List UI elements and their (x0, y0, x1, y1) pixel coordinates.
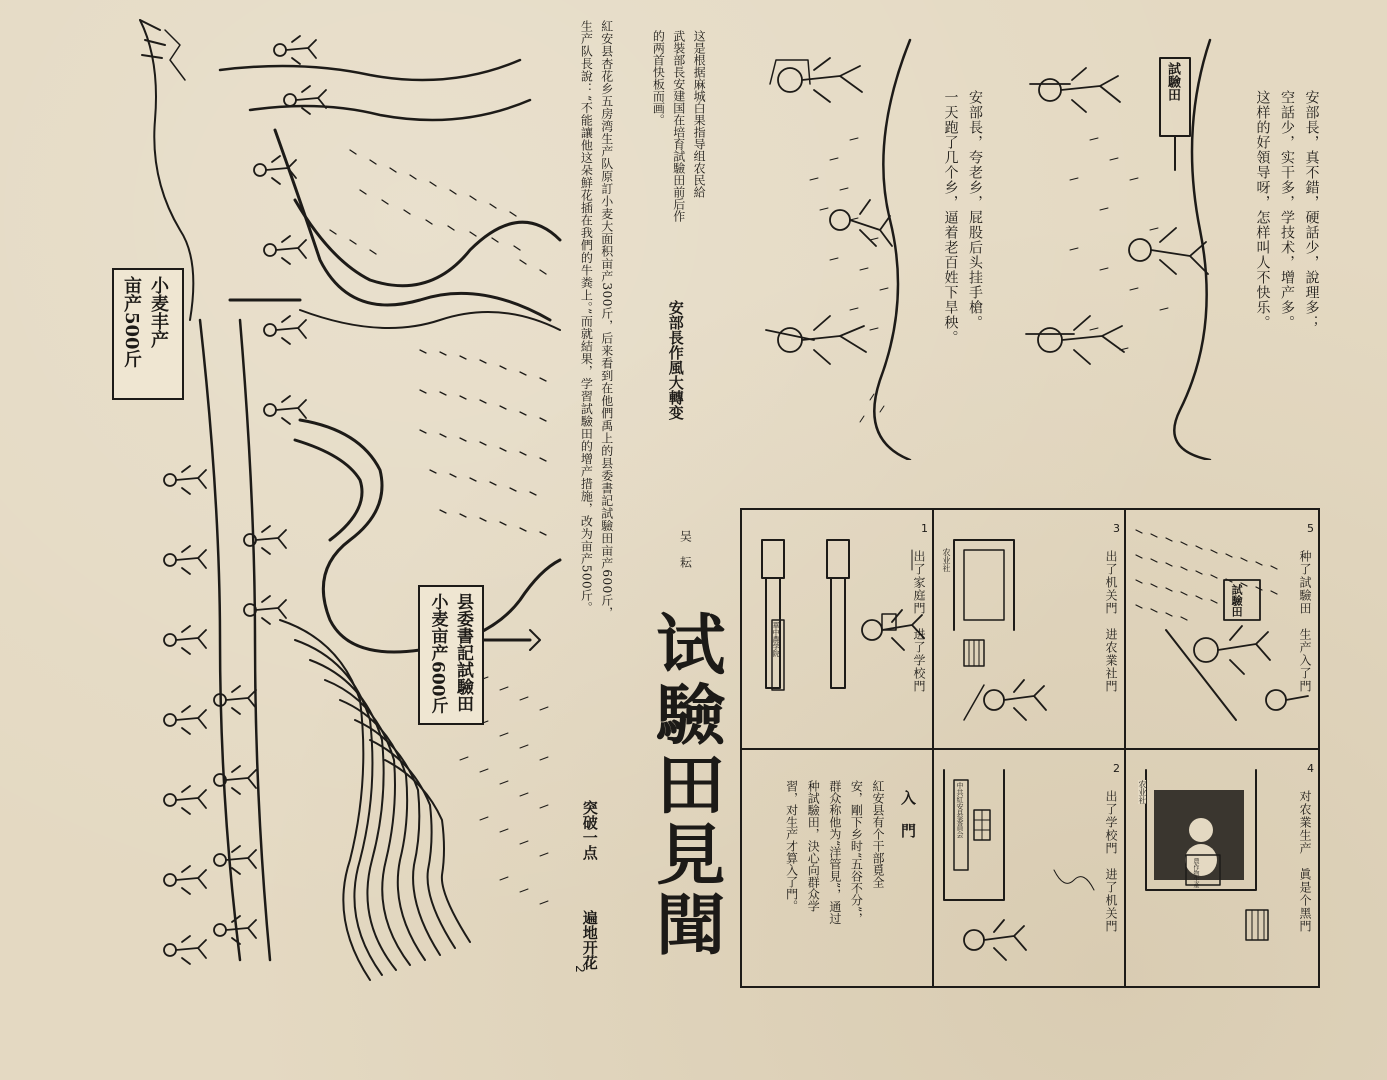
section1-heading (578, 800, 600, 970)
section1-body (576, 20, 617, 700)
page-number: 2 (572, 965, 587, 973)
section3-body-line-2: 安，剛下乡时“五谷不分”， (849, 780, 864, 925)
panel4-gate-label: 农业社 (1138, 780, 1147, 804)
main-title: 试驗田見聞 (644, 610, 726, 960)
minister-illustration-before (730, 20, 950, 460)
section2-note-line-1: 这是根据麻城白果指导组农民給 (692, 30, 707, 198)
high-yield-sign-line-2: 亩产500斤 (121, 276, 142, 368)
author: 吴 耘 (678, 530, 693, 568)
panel1-drawing (742, 510, 932, 750)
verse2 (1250, 90, 1324, 420)
trial-field-sign-line-1: 县委書記試驗田 (453, 593, 473, 712)
panel1-caption: 出了家庭門 进了学校門 (912, 550, 926, 693)
minister-field-sign: 試驗田 (1164, 62, 1180, 101)
panel4-drawing (1126, 750, 1318, 988)
comic-panel-1 (740, 508, 934, 750)
comic-panel-4 (1124, 748, 1320, 988)
comic-panel-3 (932, 508, 1126, 750)
comic-panel-2 (932, 748, 1126, 988)
panel3-drawing (934, 510, 1124, 750)
section2-note-line-2: 武裝部長安建国在培育試驗田前后作 (671, 30, 686, 222)
panel4-number: 4 (1307, 762, 1314, 775)
high-yield-sign (112, 268, 184, 400)
verse2-line-2: 空話少，实干多，学技术，增产多。 (1279, 90, 1295, 330)
panel3-gate-label: 农业社 (942, 548, 951, 572)
trial-field-sign-line-2: 小麦亩产600斤 (427, 593, 448, 714)
panel3-number: 3 (1113, 522, 1120, 535)
section3-body-line-3: 群众称他为“洋管見”，通过 (827, 780, 842, 925)
verse1-line-1: 安部長，夸老乡，屁股后头挂手槍。 (967, 90, 983, 330)
section3-body-line-5: 習，对生产才算入了門。 (784, 780, 799, 912)
trial-field-sign (418, 585, 484, 725)
intro-cell (740, 748, 934, 988)
panel4-caption: 对农業生产 眞是个黑門 (1298, 790, 1312, 933)
panel5-field-sign: 試驗田 (1230, 584, 1244, 617)
section3-heading: 入 門 (899, 790, 917, 838)
section2-note (648, 30, 709, 300)
panel1-number: 1 (921, 522, 928, 535)
section1-heading-part1: 突破一点 (580, 800, 599, 860)
section3-body-line-1: 紅安县有个干部覓全 (871, 780, 885, 888)
panel1-gate-label: 華中農学院 (772, 622, 780, 657)
panel2-gate-label: 中共紅安县委員会 (956, 782, 964, 838)
panel5-caption: 种了試驗田 生产入了門 (1298, 550, 1312, 693)
comic-panel-5 (1124, 508, 1320, 750)
panel5-number: 5 (1307, 522, 1314, 535)
panel4-book-label: 農作物生產 (1192, 858, 1199, 888)
verse2-line-1: 安部長，真不錯，硬話少，說理多； (1303, 90, 1320, 330)
panel2-caption: 出了学校門 进了机关門 (1104, 790, 1118, 933)
minister-illustration-after (1010, 30, 1250, 460)
panel5-drawing (1126, 510, 1318, 750)
panel3-caption: 出了机关門 进农業社門 (1104, 550, 1118, 693)
panel2-number: 2 (1113, 762, 1120, 775)
verse1-line-2: 一天跑了几个乡，逼着老百姓下旱秧。 (942, 90, 959, 345)
section1-heading-part2: 遍地开花 (580, 910, 599, 970)
section3-body (780, 780, 888, 980)
section1-body-line-1: 紅安县杏花乡五房湾生产队原訂小麦大面积亩产300斤，后来看到在他們禹上的县委書記試驗田亩产600斤， (599, 20, 614, 619)
high-yield-sign-line-1: 小麦丰产 (148, 276, 169, 348)
verse2-line-3: 这样的好領导呀，怎样叫人不快乐。 (1254, 90, 1271, 330)
verse1 (938, 90, 987, 420)
section2-heading: 安部長作風大轉变 (666, 300, 685, 420)
section2-note-line-3: 的两首快板而画。 (651, 30, 666, 126)
section3-body-line-4: 种試驗田，決心向群众学 (806, 780, 821, 912)
field-illustration (120, 0, 590, 990)
section1-body-line-2: 生产队長說：“不能讓他这朵鮮花插在我們的牛粪上。”而就結果，学習試驗田的增产措施，改为亩产500斤。 (579, 20, 594, 615)
